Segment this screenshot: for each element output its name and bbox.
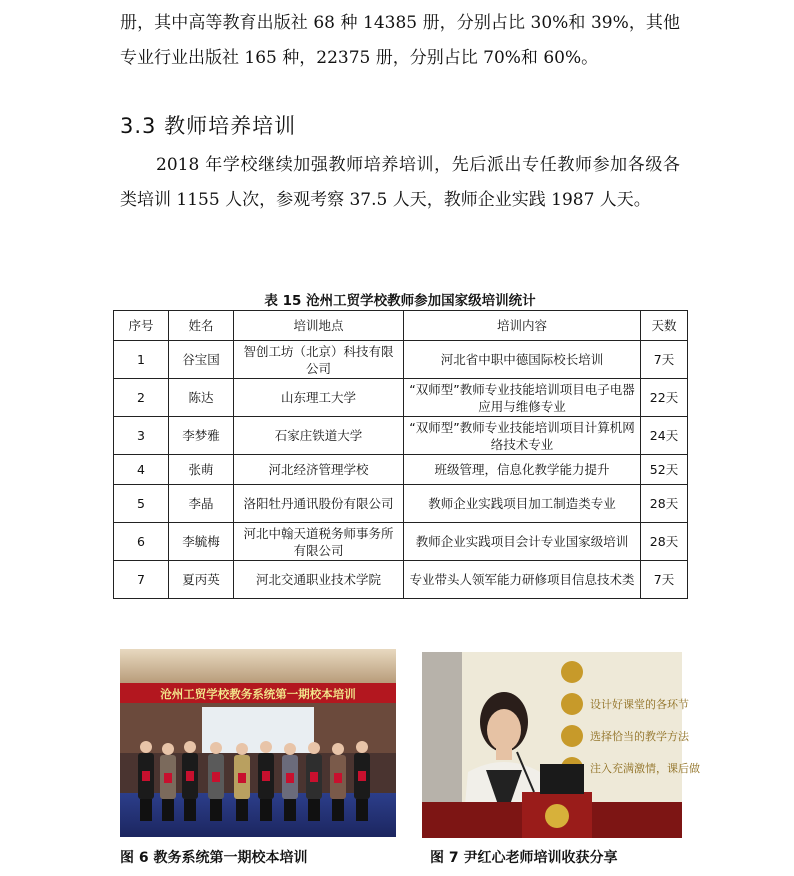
table-cell: 教师企业实践项目会计专业国家级培训: [404, 523, 641, 561]
table-cell: 山东理工大学: [234, 379, 404, 417]
table-row: [114, 523, 688, 561]
table-cell: 河北中翰天道税务师事务所有限公司: [234, 523, 404, 561]
header-cell: 培训地点: [234, 311, 404, 341]
figure-6-caption: 图 6 教务系统第一期校本培训: [120, 850, 308, 866]
table-cell: 张萌: [169, 455, 234, 485]
table-cell: 7: [114, 561, 169, 599]
table-cell: 28天: [641, 485, 688, 523]
table-row: [114, 455, 688, 485]
table-cell: 28天: [641, 523, 688, 561]
table-cell: 3: [114, 417, 169, 455]
table-cell: 石家庄铁道大学: [234, 417, 404, 455]
section-heading: 3.3 教师培养培训: [120, 114, 297, 138]
table-cell: 专业带头人领军能力研修项目信息技术类: [404, 561, 641, 599]
table-cell: 李毓梅: [169, 523, 234, 561]
table-cell: 陈达: [169, 379, 234, 417]
table-cell: 教师企业实践项目加工制造类专业: [404, 485, 641, 523]
table-cell: 7天: [641, 561, 688, 599]
teacher-sharing-photo: [422, 652, 700, 838]
table-row: [114, 341, 688, 379]
training-table: [113, 310, 688, 599]
header-cell: 姓名: [169, 311, 234, 341]
training-group-photo-drawing: [120, 649, 396, 837]
table-row: [114, 417, 688, 455]
table-cell: 智创工坊（北京）科技有限公司: [234, 341, 404, 379]
table-caption: 表 15 沧州工贸学校教师参加国家级培训统计: [264, 293, 536, 309]
intro-paragraph: 册，其中高等教育出版社 68 种 14385 册，分别占比 30%和 39%，其他专业行业出版社 165 种，22375 册，分别占比 70%和 60%。: [120, 13, 680, 68]
table-cell: “双师型”教师专业技能培训项目计算机网络技术专业: [404, 417, 641, 455]
table-row: [114, 485, 688, 523]
table-row: [114, 561, 688, 599]
table-cell: 1: [114, 341, 169, 379]
table-cell: 班级管理，信息化教学能力提升: [404, 455, 641, 485]
table-row: [114, 379, 688, 417]
table-cell: 夏丙英: [169, 561, 234, 599]
table-cell: 洛阳牡丹通讯股份有限公司: [234, 485, 404, 523]
table-cell: 河北省中职中德国际校长培训: [404, 341, 641, 379]
banner-text: 沧州工贸学校教务系统第一期校本培训: [160, 687, 356, 701]
slide-line: 注入充满激情，课后做: [590, 762, 700, 775]
figure-7-caption: 图 7 尹红心老师培训收获分享: [430, 850, 618, 866]
training-group-photo: [120, 649, 396, 837]
header-cell: 序号: [114, 311, 169, 341]
table-cell: 22天: [641, 379, 688, 417]
table-cell: 24天: [641, 417, 688, 455]
table-cell: 6: [114, 523, 169, 561]
teacher-sharing-photo-drawing: [422, 652, 700, 838]
table-cell: 4: [114, 455, 169, 485]
table-cell: 李晶: [169, 485, 234, 523]
section-paragraph: 2018 年学校继续加强教师培养培训，先后派出专任教师参加各级各类培训 1155 人次，参观考察 37.5 人天，教师企业实践 1987 人天。: [120, 155, 680, 210]
header-cell: 天数: [641, 311, 688, 341]
table-cell: 52天: [641, 455, 688, 485]
table-cell: 李梦雅: [169, 417, 234, 455]
table-cell: 2: [114, 379, 169, 417]
table-cell: 河北交通职业技术学院: [234, 561, 404, 599]
table-cell: 河北经济管理学校: [234, 455, 404, 485]
table-cell: “双师型”教师专业技能培训项目电子电器应用与维修专业: [404, 379, 641, 417]
table-cell: 7天: [641, 341, 688, 379]
header-cell: 培训内容: [404, 311, 641, 341]
slide-line: 选择恰当的教学方法: [590, 730, 689, 743]
slide-line: 设计好课堂的各环节: [590, 698, 689, 711]
table-header-row: [114, 311, 688, 341]
table-cell: 谷宝国: [169, 341, 234, 379]
table-cell: 5: [114, 485, 169, 523]
